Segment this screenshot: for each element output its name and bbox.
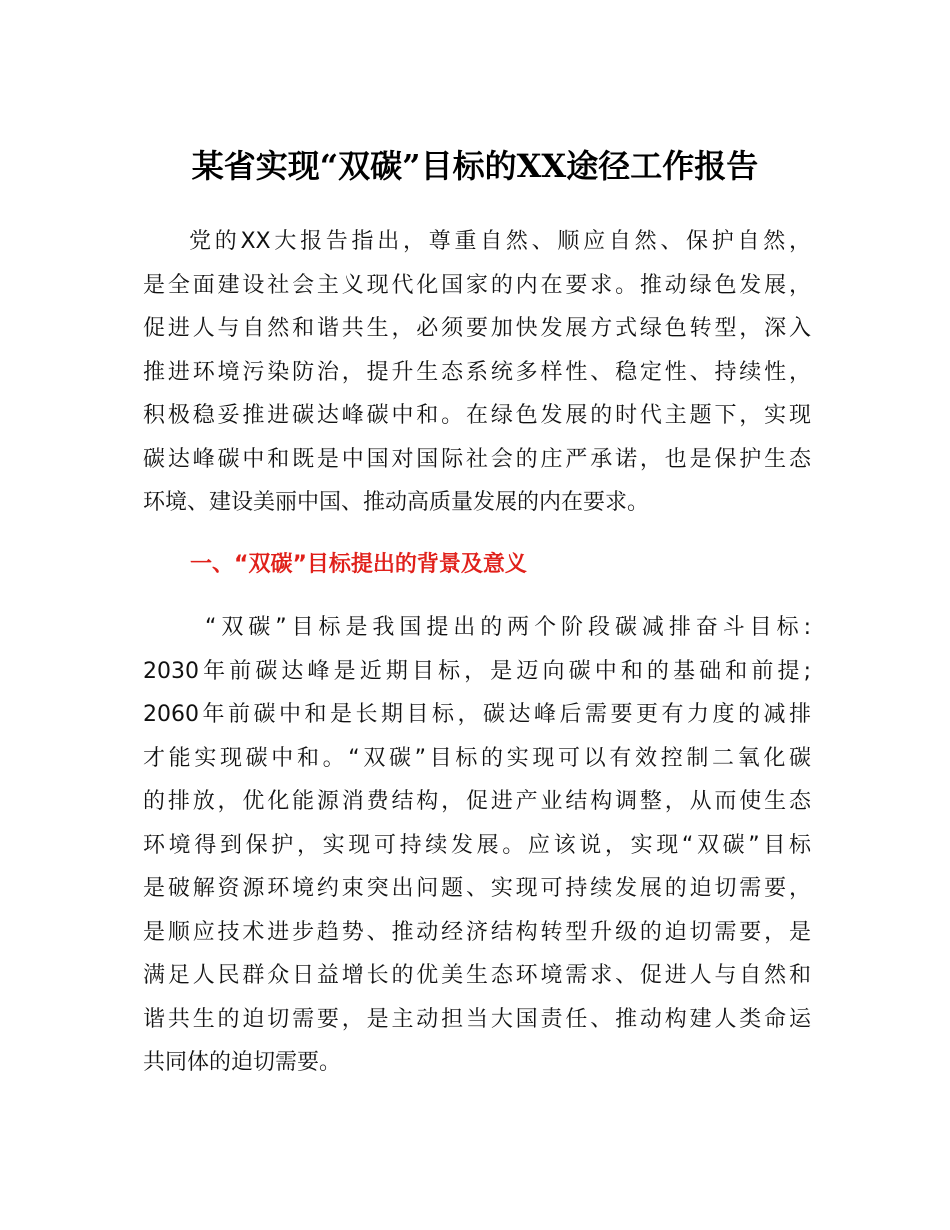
background-paragraph xyxy=(143,606,811,1085)
document-title: 某省实现“双碳”目标的XX途径工作报告 xyxy=(191,147,759,185)
paragraph-line: 的排放，优化能源消费结构，促进产业结构调整，从而使生态 xyxy=(143,789,811,814)
section-heading: 一、“双碳”目标提出的背景及意义 xyxy=(190,552,527,577)
paragraph-line: 积极稳妥推进碳达峰碳中和。在绿色发展的时代主题下，实现 xyxy=(143,403,811,428)
paragraph-line: 环境得到保护，实现可持续发展。应该说，实现“双碳”目标 xyxy=(143,832,811,858)
paragraph-line: 促进人与自然和谐共生，必须要加快发展方式绿色转型，深入 xyxy=(143,316,811,341)
paragraph-line: 碳达峰碳中和既是中国对国际社会的庄严承诺，也是保护生态 xyxy=(143,446,811,472)
intro-paragraph xyxy=(143,220,811,525)
paragraph-line: 2060年前碳中和是长期目标，碳达峰后需要更有力度的减排 xyxy=(143,702,811,727)
paragraph-line: “双碳”目标是我国提出的两个阶段碳减排奋斗目标: xyxy=(205,615,811,640)
paragraph-line: 是顺应技术进步趋势、推动经济结构转型升级的迫切需要，是 xyxy=(143,919,811,945)
paragraph-line: 党的XX大报告指出，尊重自然、顺应自然、保护自然， xyxy=(189,229,811,254)
paragraph-line: 谐共生的迫切需要，是主动担当大国责任、推动构建人类命运 xyxy=(143,1006,811,1032)
paragraph-line: 推进环境污染防治，提升生态系统多样性、稳定性、持续性， xyxy=(143,359,811,385)
paragraph-line: 是破解资源环境约束突出问题、实现可持续发展的迫切需要， xyxy=(143,876,811,901)
paragraph-line: 才能实现碳中和。“双碳”目标的实现可以有效控制二氧化碳 xyxy=(143,745,811,771)
paragraph-line: 2030年前碳达峰是近期目标，是迈向碳中和的基础和前提; xyxy=(143,658,811,684)
paragraph-line: 共同体的迫切需要。 xyxy=(143,1050,342,1075)
paragraph-line: 环境、建设美丽中国、推动高质量发展的内在要求。 xyxy=(143,490,650,515)
paragraph-line: 是全面建设社会主义现代化国家的内在要求。推动绿色发展， xyxy=(143,272,811,298)
paragraph-line: 满足人民群众日益增长的优美生态环境需求、促进人与自然和 xyxy=(143,963,811,988)
